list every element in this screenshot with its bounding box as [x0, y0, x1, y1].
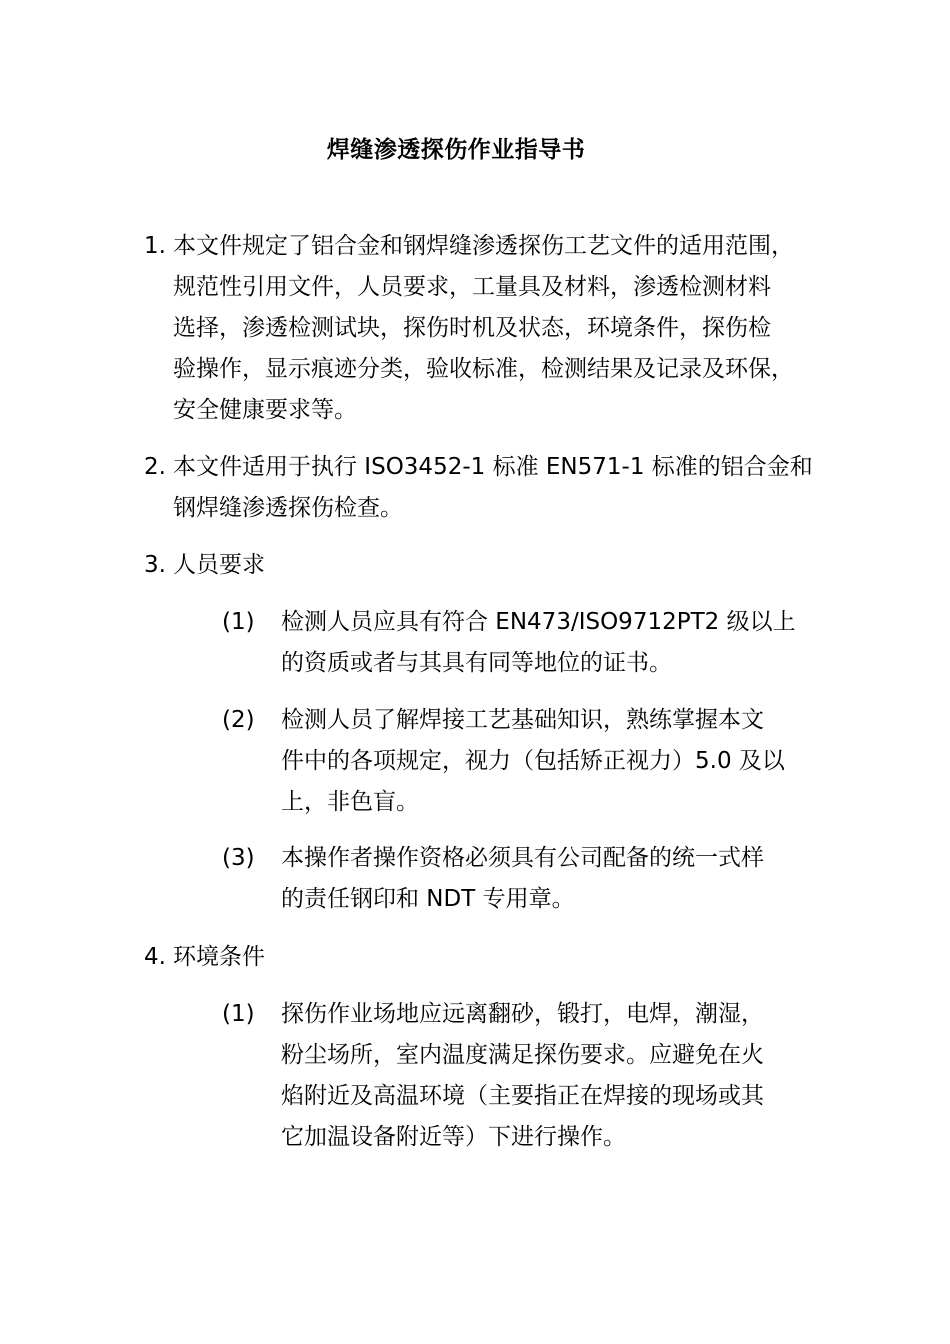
- sub-item-number: (2): [222, 707, 255, 733]
- sub-item-text: 本操作者操作资格必须具有公司配备的统一式样 的责任钢印和 NDT 专用章。: [281, 845, 764, 912]
- sub-item-text: 检测人员了解焊接工艺基础知识，熟练掌握本文 件中的各项规定，视力（包括矫正视力）5.0 及以 上，非色盲。: [281, 707, 785, 815]
- sub-item-text: 探伤作业场地应远离翻砂，锻打，电焊，潮湿， 粉尘场所，室内温度满足探伤要求。应避免在火 焰附近及高温环境（主要指正在焊接的现场或其 它加温设备附近等）下进行操作。: [281, 1001, 764, 1150]
- page-title: 焊缝渗透探伤作业指导书: [326, 137, 586, 163]
- sub-item-text: 检测人员应具有符合 EN473/ISO9712PT2 级以上 的资质或者与其具有同等地位的证书。: [281, 609, 796, 676]
- list-item-heading: 人员要求: [173, 552, 265, 578]
- list-item-text: 本文件适用于执行 ISO3452-1 标准 EN571-1 标准的铝合金和 钢焊缝渗透探伤检查。: [173, 454, 813, 521]
- list-item-number: 1.: [144, 233, 166, 259]
- list-item-number: 4.: [144, 944, 166, 970]
- list-item-number: 2.: [144, 454, 166, 480]
- sub-item-number: (3): [222, 845, 255, 871]
- list-item-text: 本文件规定了铝合金和钢焊缝渗透探伤工艺文件的适用范围， 规范性引用文件，人员要求，工量具及材料，渗透检测材料 选择，渗透检测试块，探伤时机及状态，环境条件，探伤检 验操作，显示痕迹分类，验收标准，检测结果及记录及环保， 安全健康要求等。: [173, 233, 794, 423]
- sub-item-number: (1): [222, 1001, 255, 1027]
- list-item-heading: 环境条件: [173, 944, 265, 970]
- sub-item-number: (1): [222, 609, 255, 635]
- list-item-number: 3.: [144, 552, 166, 578]
